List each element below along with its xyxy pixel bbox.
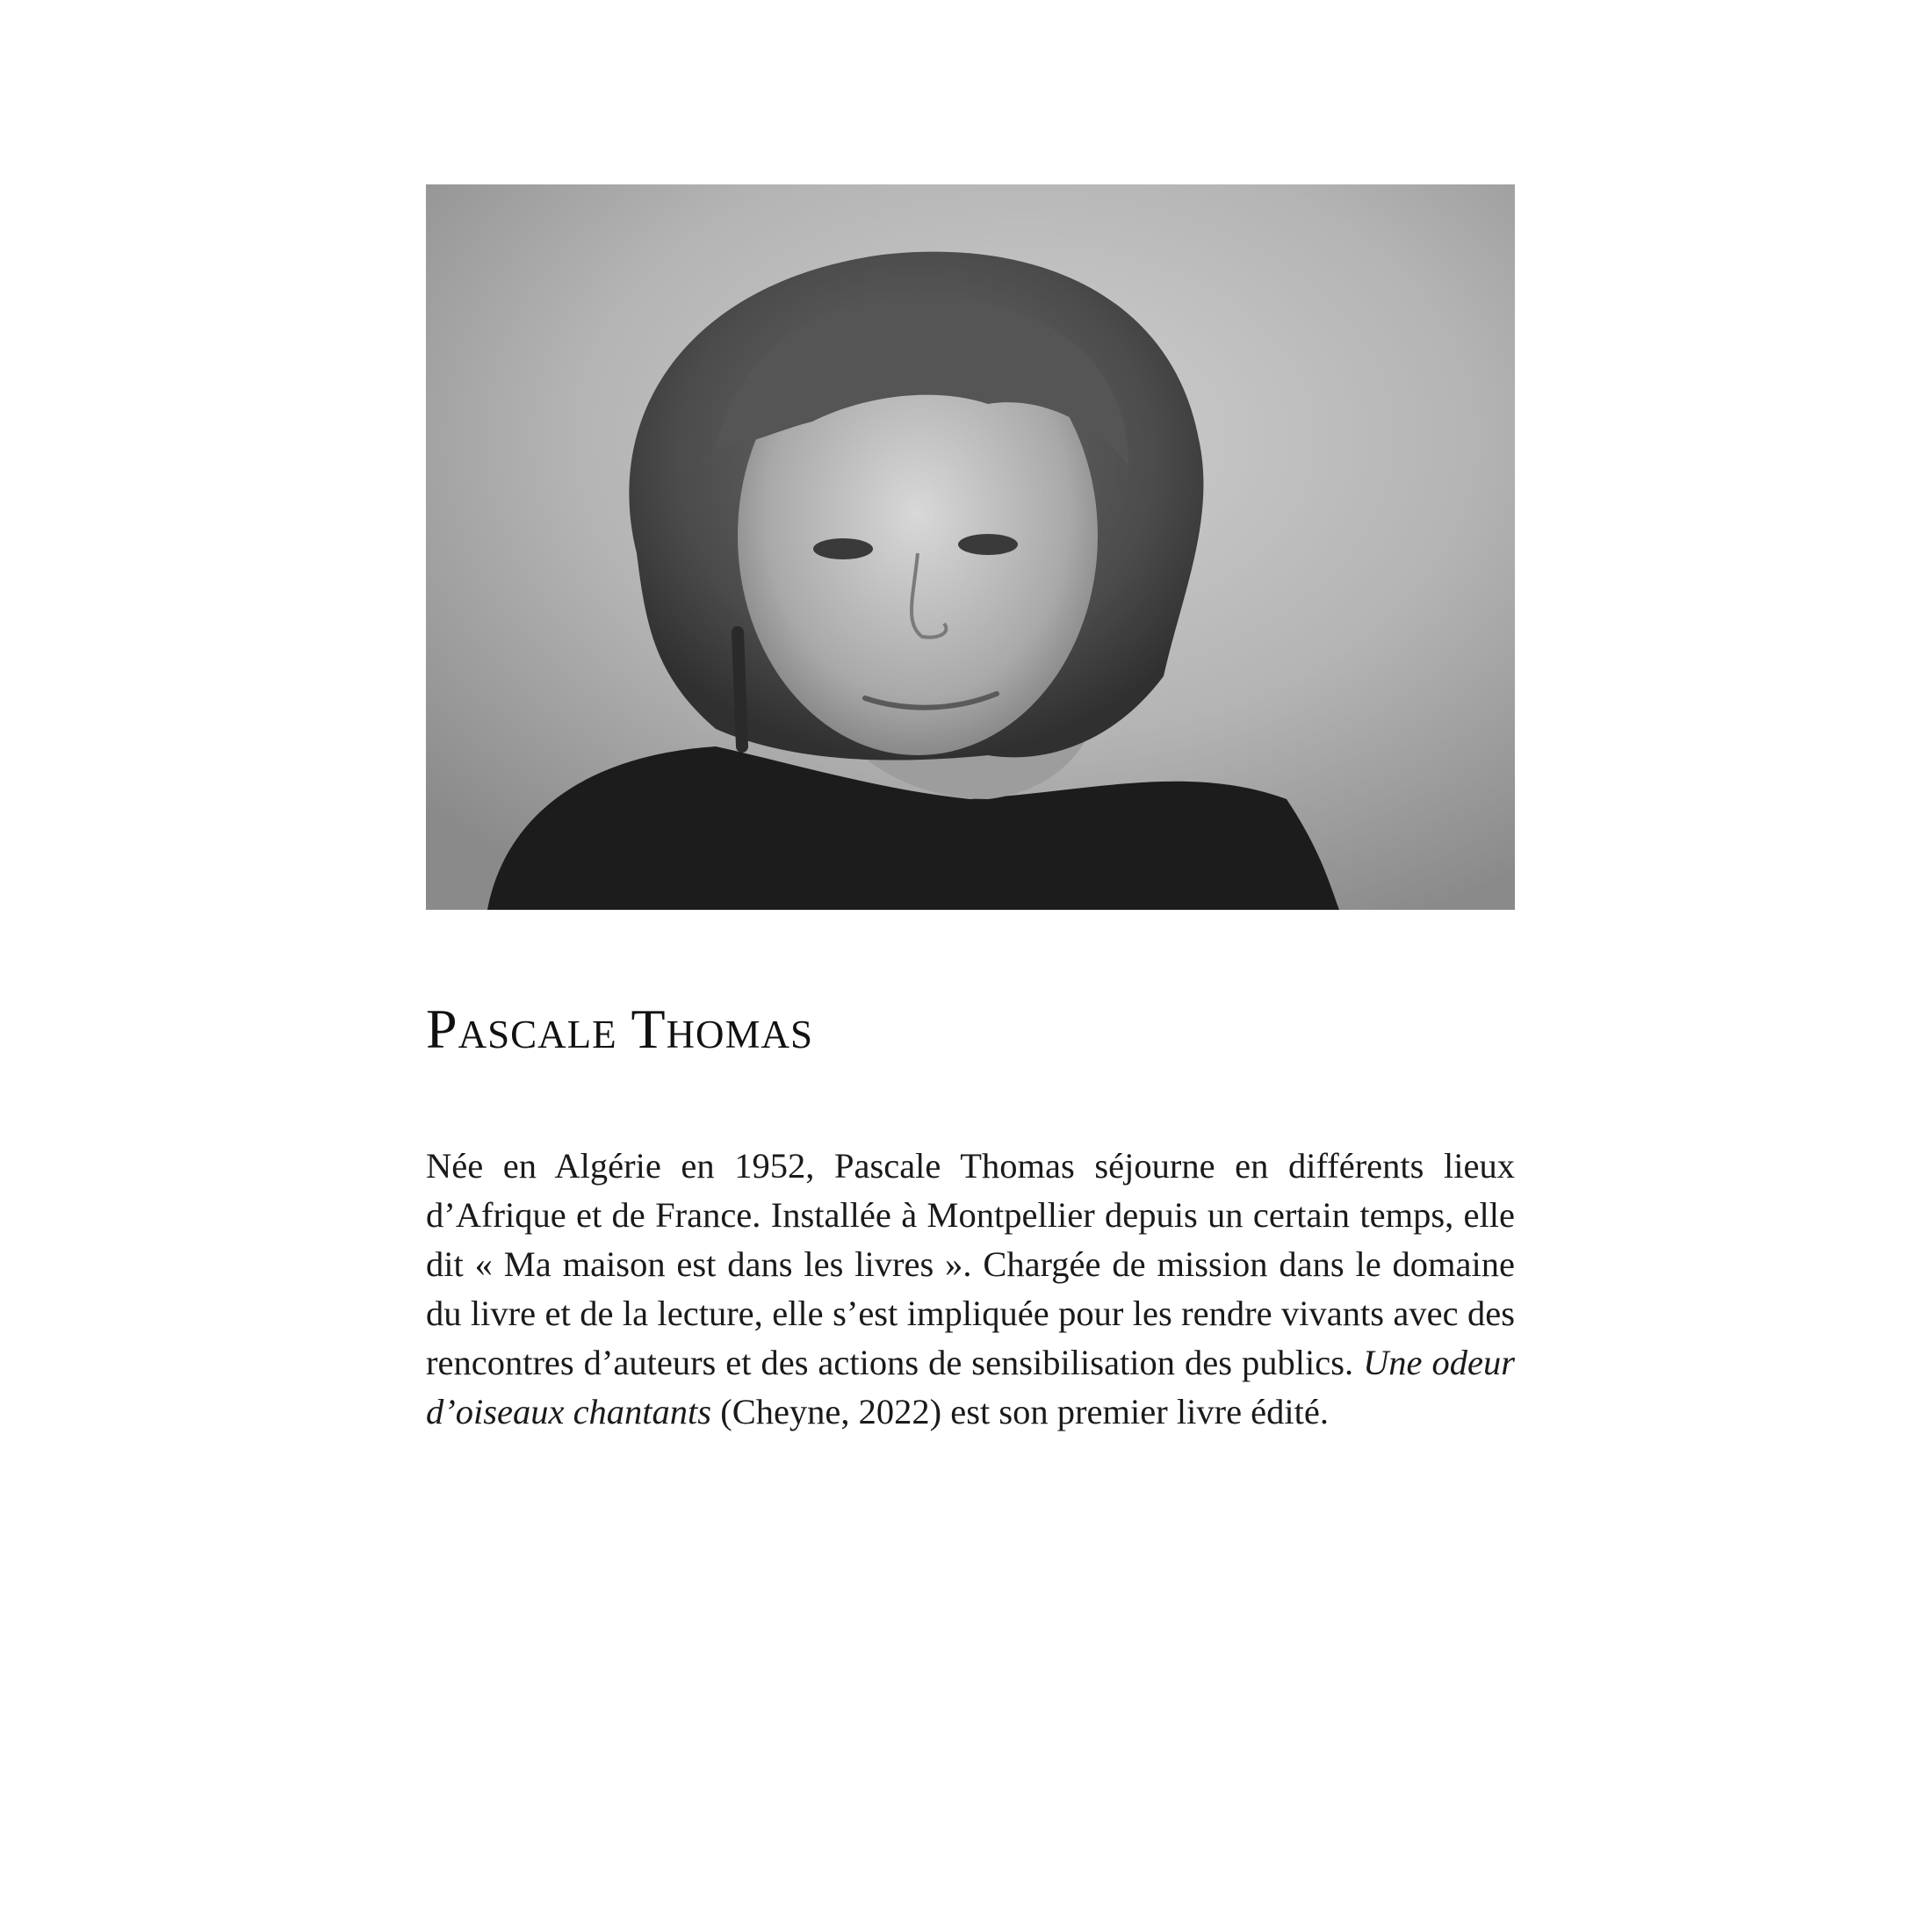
bio-text-after: (Cheyne, 2022) est son premier livre édité. <box>711 1392 1329 1431</box>
bio-text-before: Née en Algérie en 1952, Pascale Thomas séjourne en différents lieux d’Afrique et de France. Installée à Montpellier depuis un certain temps, elle dit « Ma maison est dans les livres ». Chargée de mission dans le domaine du livre et de la lecture, elle s’est impliquée pour les rendre vivants avec des rencontres d’auteurs et des actions de sensibilisation des publics. <box>426 1146 1515 1382</box>
book-title: Une odeur d’oiseaux chantants <box>426 1343 1515 1431</box>
portrait-illustration <box>426 184 1515 910</box>
author-portrait-photo <box>426 184 1515 910</box>
author-biography <box>426 1142 1515 1437</box>
author-name-heading: Pascale Thomas <box>426 998 814 1060</box>
